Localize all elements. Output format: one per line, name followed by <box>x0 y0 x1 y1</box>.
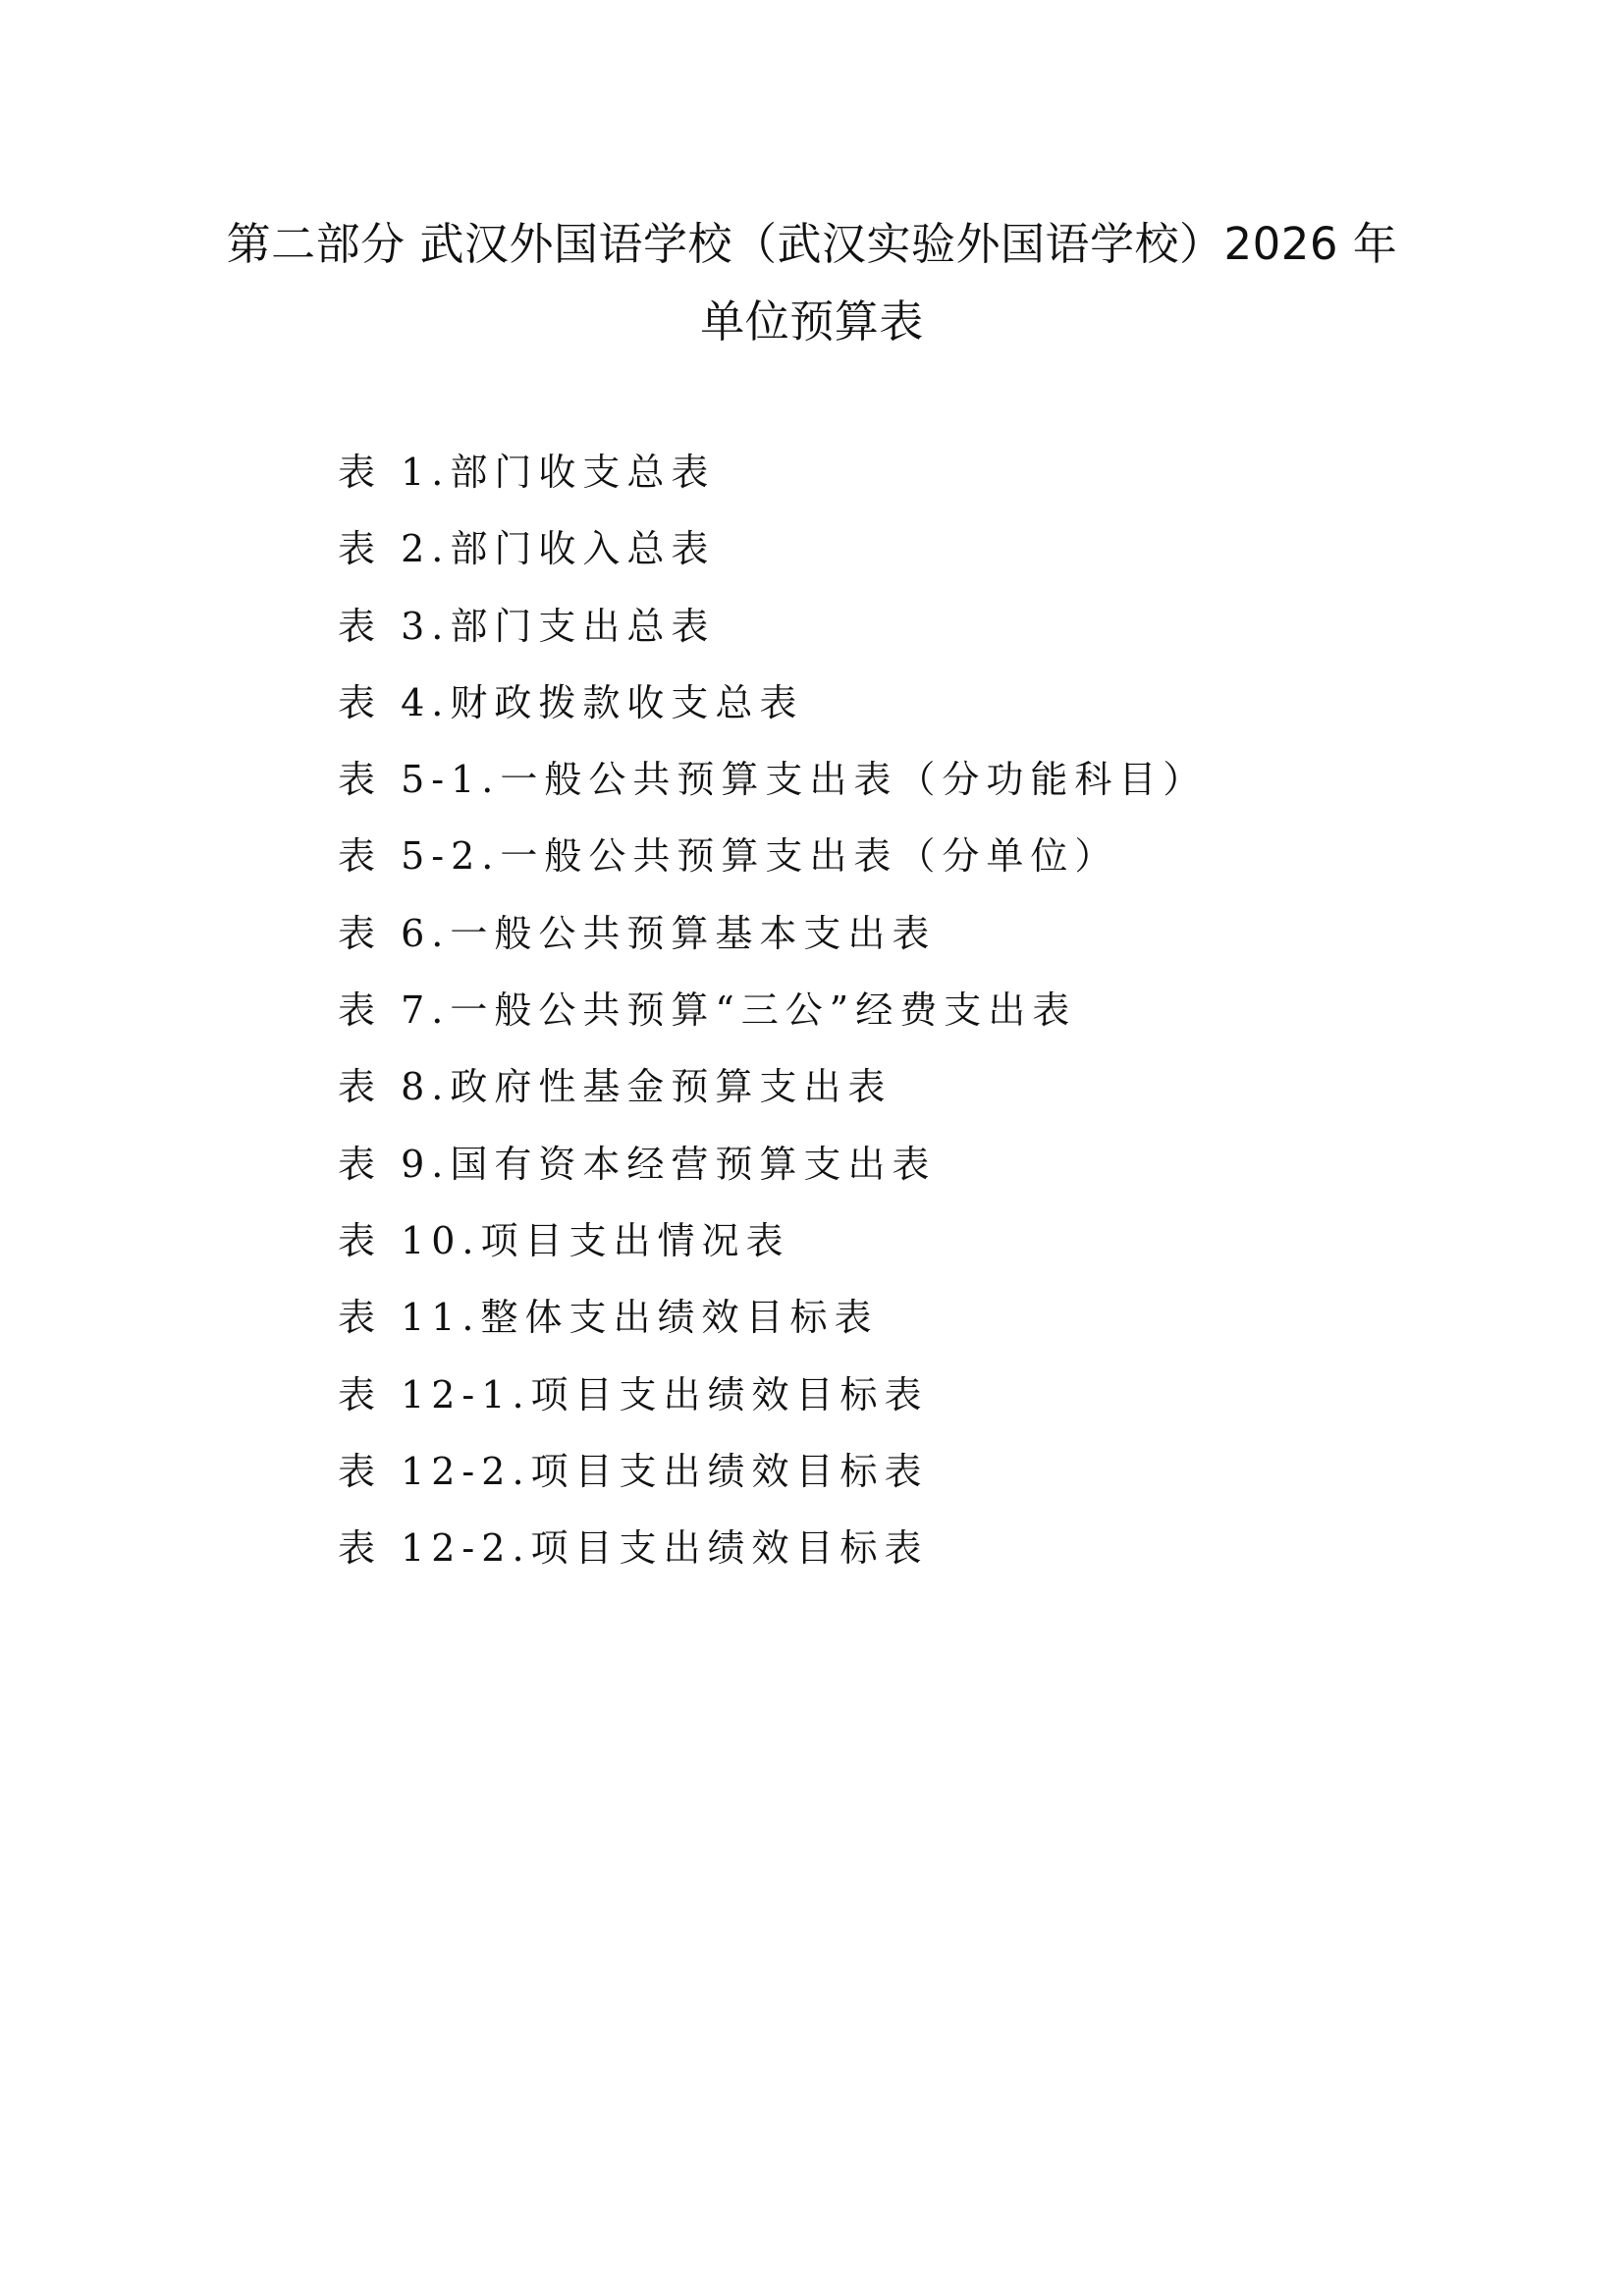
toc-item-table-5-2: 表 5-2.一般公共预算支出表（分单位） <box>338 834 1119 879</box>
toc-item-table-4: 表 4.财政拨款收支总表 <box>338 680 804 724</box>
page-title-line-1: 第二部分 武汉外国语学校（武汉实验外国语学校）2026 年 <box>226 218 1398 270</box>
toc-item-table-6: 表 6.一般公共预算基本支出表 <box>338 911 937 955</box>
toc-item-table-11: 表 11.整体支出绩效目标表 <box>338 1296 879 1340</box>
toc-item-table-1: 表 1.部门收支总表 <box>338 451 716 494</box>
toc-item-table-5-1: 表 5-1.一般公共预算支出表（分功能科目） <box>338 758 1208 802</box>
table-of-contents <box>338 451 1208 1606</box>
toc-item-table-2: 表 2.部门收入总表 <box>338 527 716 571</box>
toc-item-table-9: 表 9.国有资本经营预算支出表 <box>338 1142 937 1186</box>
toc-item-table-12-1: 表 12-1.项目支出绩效目标表 <box>338 1372 929 1416</box>
toc-item-table-10: 表 10.项目支出情况表 <box>338 1218 790 1262</box>
toc-item-table-12-2: 表 12-2.项目支出绩效目标表 <box>338 1449 929 1493</box>
toc-item-table-7: 表 7.一般公共预算“三公”经费支出表 <box>338 988 1077 1033</box>
toc-item-table-8: 表 8.政府性基金预算支出表 <box>338 1065 893 1109</box>
page-title-line-2: 单位预算表 <box>700 295 924 347</box>
toc-item-table-3: 表 3.部门支出总表 <box>338 604 716 648</box>
toc-item-table-12-2-repeat: 表 12-2.项目支出绩效目标表 <box>338 1526 929 1571</box>
